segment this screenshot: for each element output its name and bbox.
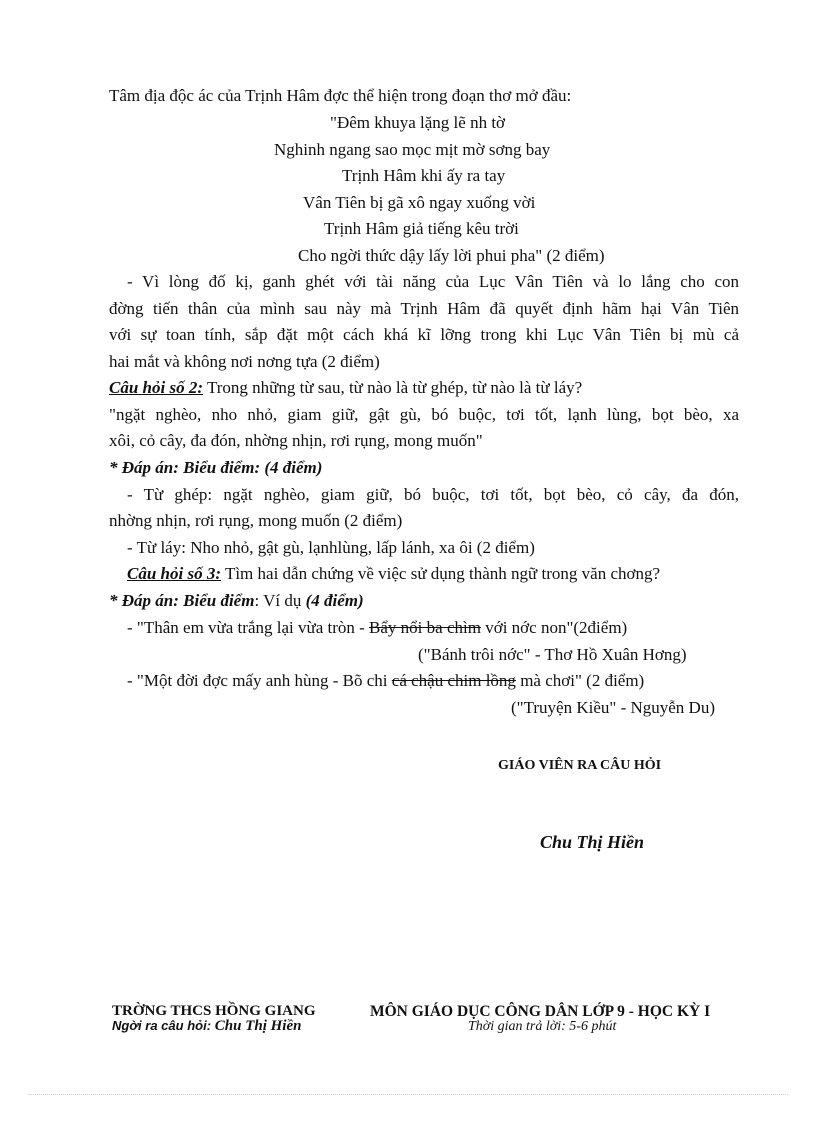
explanation-line-3: với sự toan tính, sắp đặt một cách khá kĩ lỡng trong khi Lục Vân Tiên bị mù cả [109, 325, 739, 344]
footer-time: Thời gian trả lời: 5-6 phút [468, 1019, 617, 1034]
footer-author-name: Chu Thị Hiền [214, 1018, 302, 1034]
poem-line-3: Trịnh Hâm khi ấy ra tay [342, 166, 506, 185]
example-2-source: ("Truyện Kiều" - Nguyễn Du) [511, 698, 715, 717]
question-3-text: Tìm hai dẫn chứng về việc sử dụng thành ngữ trong văn chơng? [221, 564, 661, 583]
example-1 [127, 618, 627, 638]
poem-line-6: Cho ngời thức dậy lấy lời phui pha" (2 điểm) [298, 246, 605, 265]
footer-subject: MÔN GIÁO DỤC CÔNG DÂN LỚP 9 - HỌC KỲ I [370, 1003, 711, 1020]
question-3 [127, 564, 660, 584]
poem-line-5: Trịnh Hâm giả tiếng kêu trời [324, 219, 519, 238]
explanation-line-1: - Vì lòng đố kị, ganh ghét với tài năng của Lục Vân Tiên và lo lắng cho con [127, 272, 739, 291]
example-1-a: - "Thân em vừa trắng lại vừa tròn - [127, 618, 370, 637]
teacher-name: Chu Thị Hiền [540, 832, 645, 852]
example-2 [127, 671, 644, 691]
poem-line-2: Nghinh ngang sao mọc mịt mờ sơng bay [274, 140, 551, 159]
question-2-answer-heading: * Đáp án: Biểu điểm: (4 điểm) [109, 458, 323, 477]
question-2-label: Câu hỏi số 2: [109, 378, 203, 397]
reduplicative-words: - Từ láy: Nho nhỏ, gật gù, lạnhlùng, lấp lánh, xa ôi (2 điểm) [127, 538, 535, 557]
question-2-words-1: "ngặt nghèo, nho nhỏ, giam giữ, gật gù, bó buộc, tơi tốt, lạnh lùng, bọt bèo, xa [109, 405, 739, 424]
explanation-line-2: đờng tiến thân của mình sau này mà Trịnh Hâm đã quyết định hãm hại Vân Tiên [109, 299, 739, 318]
answer-bold: * Đáp án: Biểu điểm [109, 591, 255, 610]
footer-author [112, 1018, 301, 1035]
example-1-c: với nớc non"(2điểm) [480, 618, 628, 637]
answer-mid: : Ví dụ [254, 591, 306, 610]
question-3-answer-heading [109, 591, 364, 611]
question-3-label: Câu hỏi số 3: [127, 564, 221, 583]
poem-line-4: Vân Tiên bị gã xô ngay xuống vời [303, 193, 536, 212]
question-2 [109, 378, 582, 398]
question-2-words-2: xôi, cỏ cây, đa đón, nhờng nhịn, rơi rụng, mong muốn" [109, 431, 483, 450]
question-2-text: Trong những từ sau, từ nào là từ ghép, từ nào là từ láy? [203, 378, 583, 397]
example-2-a: - "Một đời đợc mấy anh hùng - Bõ chi [127, 671, 392, 690]
poem-line-1: "Đêm khuya lặng lẽ nh tờ [330, 113, 506, 132]
compound-words-1: - Từ ghép: ngặt nghèo, giam giữ, bó buộc, tơi tốt, bọt bèo, cỏ cây, đa đón, [127, 485, 739, 504]
answer-points: (4 điểm) [305, 591, 364, 610]
example-1-source: ("Bánh trôi nớc" - Thơ Hồ Xuân Hơng) [418, 645, 687, 664]
example-2-idiom: cá chậu chim lồng [391, 671, 516, 690]
example-2-c: mà chơi" (2 điểm) [515, 671, 645, 690]
footer-author-label: Ngời ra câu hỏi: [112, 1018, 212, 1033]
compound-words-2: nhờng nhịn, rơi rụng, mong muốn (2 điểm) [109, 511, 403, 530]
teacher-title: GIÁO VIÊN RA CÂU HỎI [498, 758, 662, 773]
page-bottom-divider [28, 1094, 788, 1095]
example-1-idiom: Bẩy nổi ba chìm [369, 618, 481, 637]
explanation-line-4: hai mắt và không nơi nơng tựa (2 điểm) [109, 352, 380, 371]
footer-school: TRỜNG THCS HỒNG GIANG [112, 1003, 316, 1019]
intro-text: Tâm địa độc ác của Trịnh Hâm đợc thể hiện trong đoạn thơ mở đầu: [109, 86, 572, 105]
